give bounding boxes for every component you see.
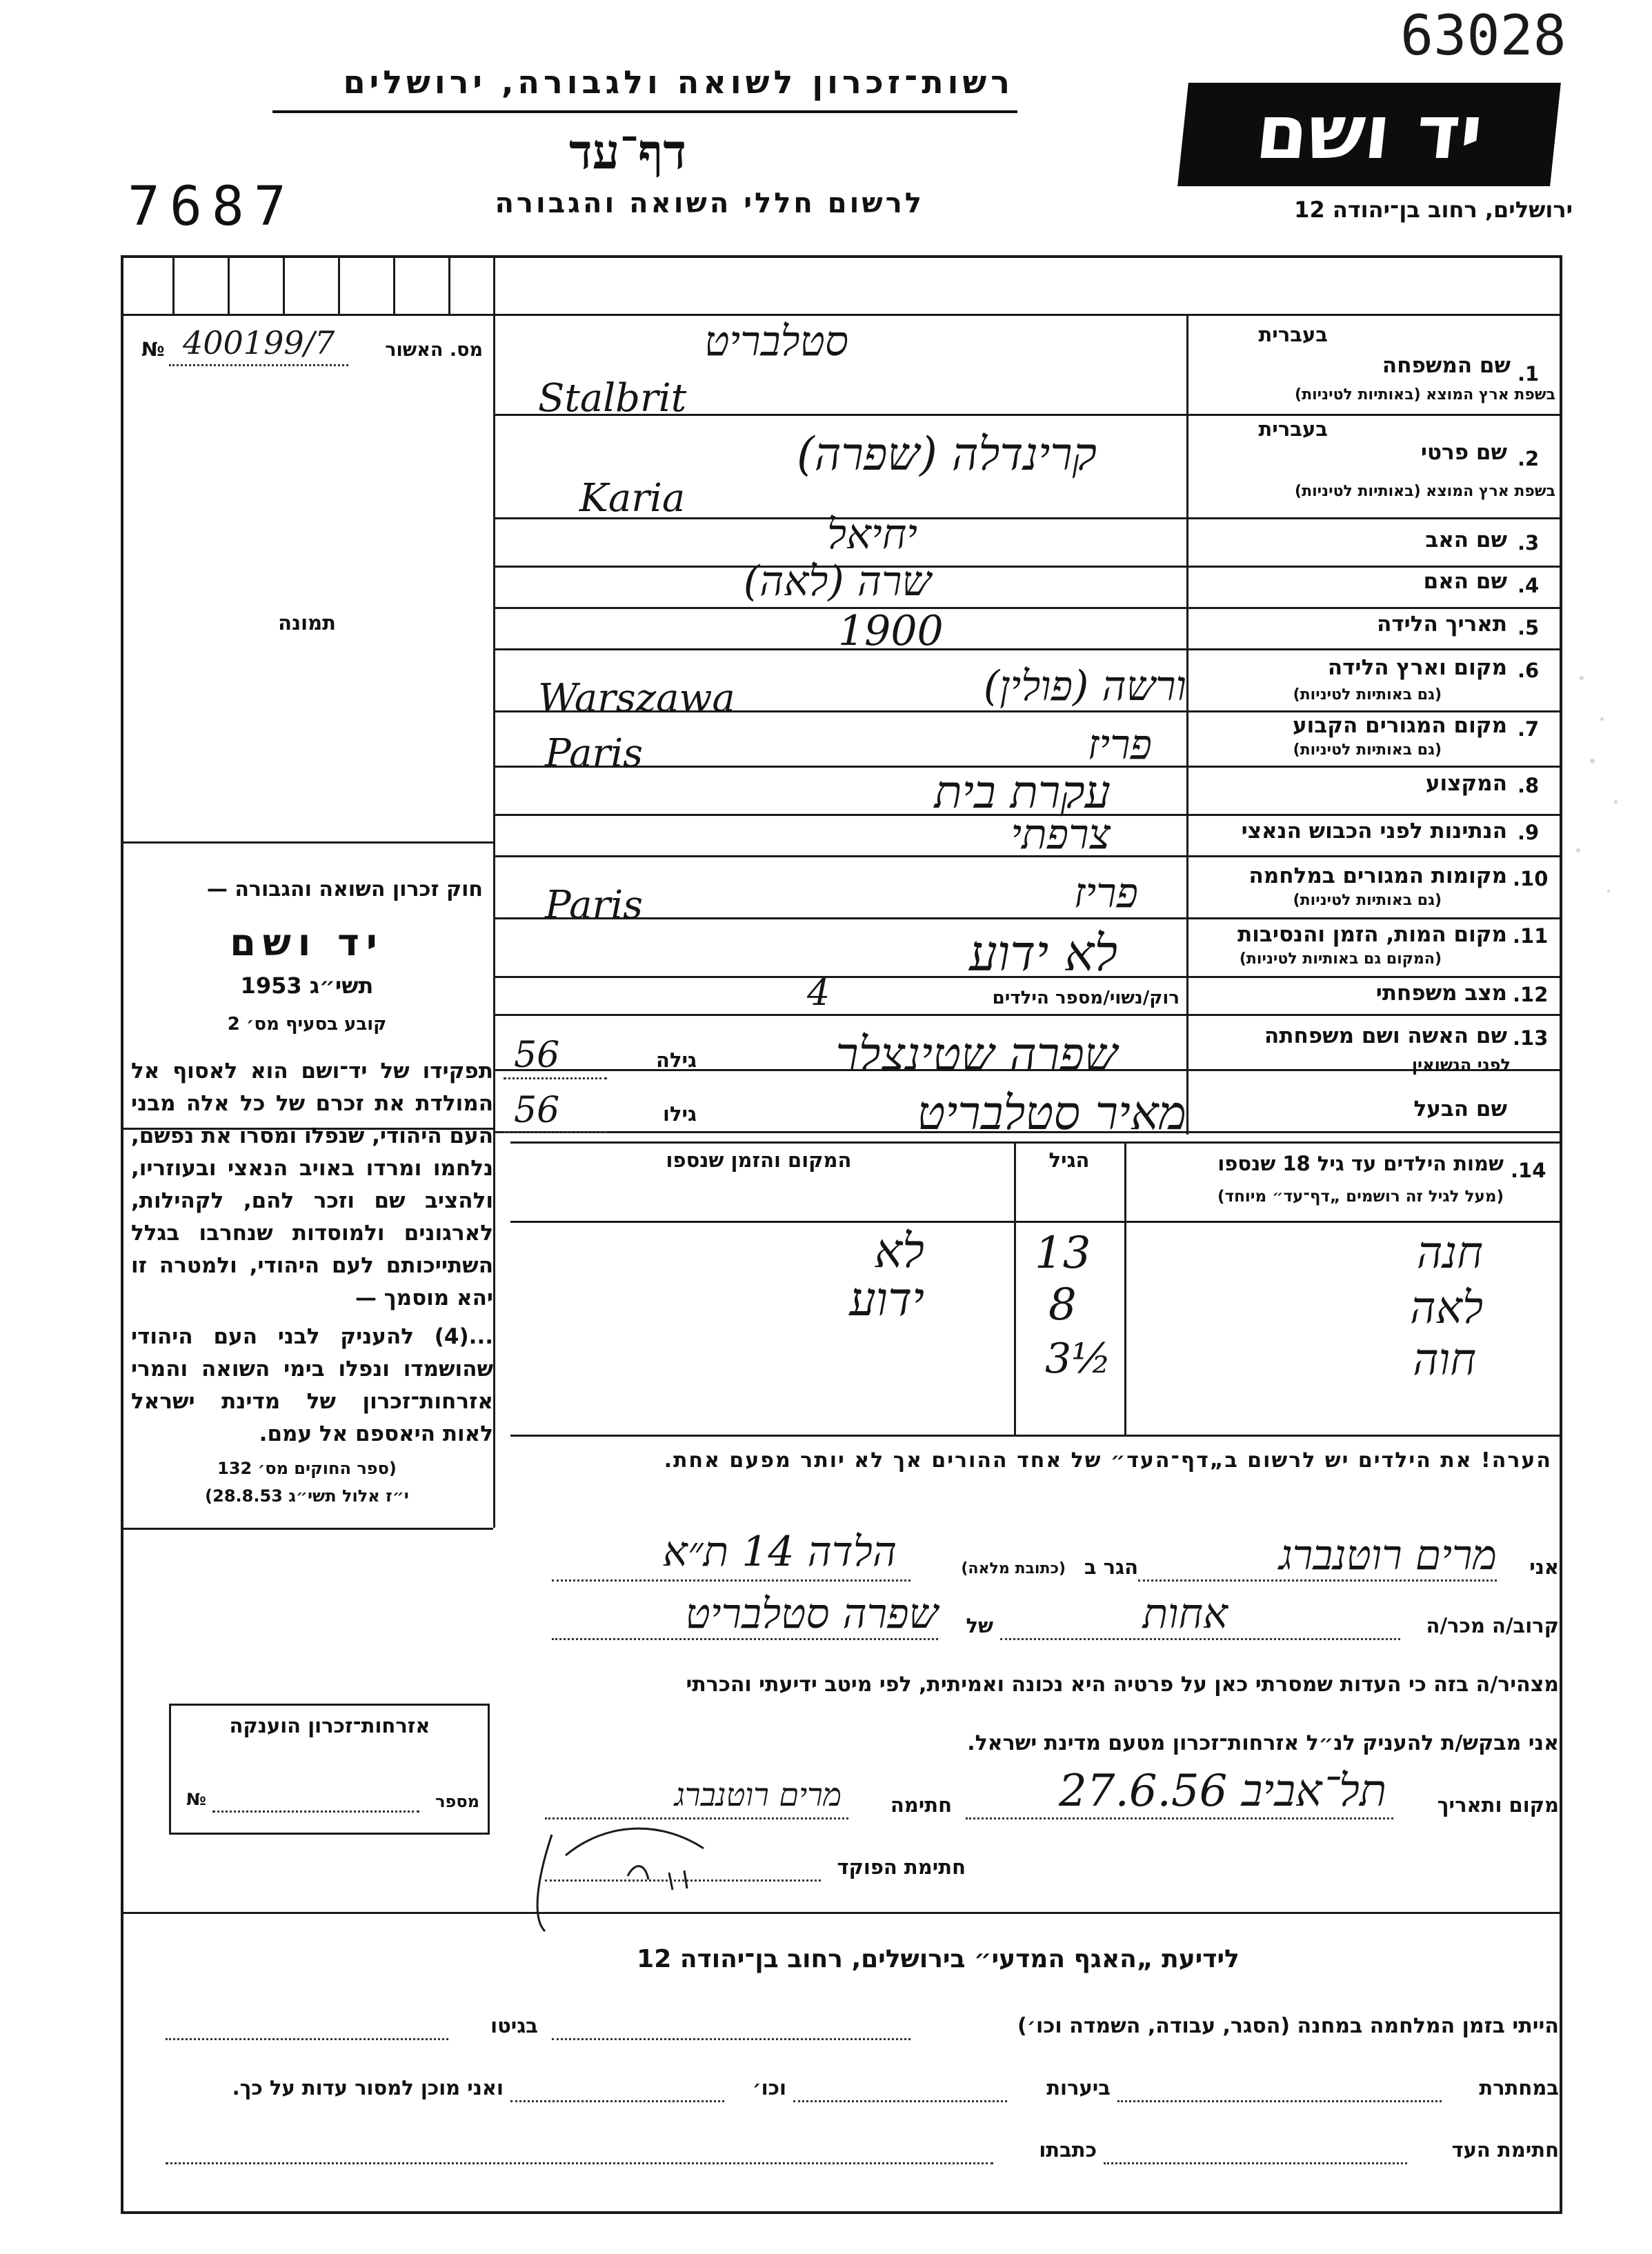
f13-husband-age: 56 (514, 1090, 560, 1131)
decl-of-label: של (966, 1614, 993, 1637)
children-title-sub: (מעל לגיל זה רושמים „דף־עד״ מיוחד) (1217, 1188, 1504, 1206)
officer-signature-label: חתימת הפוקד (837, 1855, 966, 1879)
child-1-age: 13 (1035, 1228, 1091, 1279)
f9-handwritten: צרפתי (1011, 810, 1111, 859)
child-1-name: חנה (1416, 1228, 1483, 1279)
children-place-header: המקום והזמן שנספו (666, 1148, 852, 1172)
f13-husband-age-label: גילו (663, 1102, 697, 1126)
f7-handwritten-hebrew: פריז (1087, 721, 1152, 769)
decl-place-date-label: מקום ותאריך (1437, 1793, 1559, 1817)
f8-label: המקצוע (1425, 771, 1507, 796)
f2-handwritten-hebrew: קרינדלה (שפרה) (797, 428, 1097, 481)
info-title: לידיעת „האגף המדעי״ בירושלים, רחוב בן־יהודה 12 (637, 1945, 1240, 1973)
yad-vashem-logo (1177, 83, 1561, 186)
f1-handwritten-hebrew: סטלבריט (704, 317, 848, 366)
info-line1: הייתי בזמן המלחמה במחנה (הסגר, עבודה, השמדה וכו׳) (1017, 2014, 1559, 2038)
f5-number: 5. (1517, 616, 1540, 639)
decl-resides-label: הגר ב (1084, 1555, 1138, 1579)
f10-number: 10. (1513, 867, 1549, 890)
decl-request: אני מבקש/ת להעניק לנ״ל אזרחות־זכרון מטעם מדינת ישראל. (967, 1731, 1559, 1755)
f5-handwritten: 1900 (838, 607, 944, 655)
f2-label: שם פרטי (1420, 440, 1507, 465)
f13-husband-handwritten: מאיר סטלבריט (917, 1086, 1186, 1141)
f2-handwritten-latin: Karia (579, 476, 686, 521)
f5-label: תאריך הלידה (1377, 612, 1507, 637)
f10-sub: (גם באותיות לטיניות) (1293, 892, 1442, 909)
f10-label: מקומות המגורים במלחמה (1248, 864, 1507, 888)
f13-number: 13. (1513, 1026, 1549, 1050)
f11-label: מקום המות, הזמן והנסיבות (1237, 922, 1507, 947)
f2-number: 2. (1517, 447, 1540, 470)
f1-hebrew-tag: בעברית (1258, 323, 1328, 346)
children-age-header: הגיל (1048, 1148, 1090, 1172)
f11-number: 11. (1513, 924, 1549, 948)
decl-address-label: (כתובת מלאה) (961, 1560, 1066, 1577)
witness-address-label: כתבתו (1039, 2138, 1097, 2162)
f12-label: מצב משפחתי (1375, 981, 1507, 1006)
child-2-name: לאה (1410, 1283, 1483, 1334)
f6-number: 6. (1517, 659, 1540, 682)
f13-wife-handwritten: שפרה שטינצלר (835, 1028, 1117, 1082)
child-3-name: חוה (1413, 1335, 1476, 1386)
children-title: שמות הילדים עד גיל 18 שנספו (1217, 1152, 1504, 1175)
child-3-age: 3½ (1045, 1335, 1112, 1383)
f9-number: 9. (1517, 821, 1540, 844)
law-ref-1: (ספר החוקים מס׳ 132 (217, 1459, 397, 1478)
decl-place-date-handwritten: תל־אביב 27.6.56 (1059, 1766, 1386, 1817)
f4-label: שם האם (1423, 569, 1507, 594)
decl-signature-handwritten: מרים רוטנברג (674, 1776, 842, 1813)
law-text: תפקידו של יד־ושם הוא לאסוף אל המולדת את זכרם של כל אלה מבני העם היהודי, שנפלו ומסרו את נפשם, נלחמו ומרדו באויב הנאצי ובעוזריו, ולהציב שם וזכר להם, לקהילות, לארגונים ולמוסדות שנחרבו בגלל השתייכותם לעם היהודי, ולמטרה זו יהא מוסמך — (131, 1059, 493, 1310)
form-number: 7687 (128, 176, 296, 238)
f10-handwritten-hebrew: פריז (1073, 869, 1138, 917)
f12-form-text: רוק/נשוי/מספר הילדים (992, 988, 1180, 1008)
child-2-age: 8 (1048, 1279, 1077, 1330)
officer-signature-scribble (524, 1793, 745, 1945)
f11-handwritten: לא ידוע (969, 924, 1117, 982)
decl-name-handwritten: מרים רוטנברג (1278, 1531, 1497, 1579)
info-forests: ביערות (1046, 2076, 1111, 2100)
f11-sub: (המקום גם באותיות לטיניות) (1239, 950, 1442, 968)
decl-signature-label: חתימה (890, 1793, 952, 1817)
decl-statement: מצהיר/ה בזה כי העדות שמסרתי כאן על פרטיה היא נכונה ואמיתית, לפי מיטב ידיעתי והכרתי (686, 1673, 1559, 1697)
f7-handwritten-latin: Paris (545, 731, 643, 776)
f1-label: שם המשפחה (1382, 353, 1511, 378)
f7-label: מקום המגורים הקבוע (1293, 713, 1507, 738)
f1-number: 1. (1517, 362, 1540, 386)
f3-number: 3. (1517, 531, 1540, 555)
decl-of-handwritten: שפרה סטלבריט (685, 1590, 938, 1638)
info-etc: וכו׳ (752, 2076, 786, 2100)
f12-handwritten: 4 (807, 973, 830, 1014)
decl-relation-label: קרוב/ה מכר/ה (1426, 1614, 1559, 1637)
f9-label: הנתינות לפני הכבוש הנאצי (1241, 819, 1507, 844)
info-ready-testify: ואני מוכן למסור עדות על כך. (232, 2076, 504, 2100)
info-underground: במחתרת (1479, 2076, 1559, 2100)
f12-number: 12. (1513, 983, 1549, 1006)
photo-label: תמונה (278, 611, 336, 635)
law-ref-2: י״ז אלול תשי״ג 28.8.53) (205, 1486, 409, 1506)
f13-sub: לפני הנשואין (1411, 1055, 1511, 1075)
f6-label: מקום וארץ הלידה (1327, 655, 1507, 680)
citizenship-box (169, 1704, 490, 1835)
decl-relation-handwritten: אחות (1142, 1590, 1228, 1638)
address: ירושלים, רחוב בן־יהודה 12 (1294, 197, 1573, 223)
f7-sub: (גם באותיות לטיניות) (1293, 741, 1442, 759)
citizenship-title: אזרחות־זכרון הוענקה (229, 1714, 430, 1737)
approval-no-sign: № (141, 338, 165, 361)
f3-label: שם האב (1425, 528, 1507, 552)
law-title: חוק זכרון השואה והגבורה — (206, 877, 483, 901)
info-line1-end: בגיטו (490, 2014, 538, 2037)
authority-title: רשות־זכרון לשואה ולגבורה, ירושלים (343, 63, 1014, 101)
f13-wife-age-label: גילה (656, 1048, 697, 1072)
child-1-place: לא (874, 1224, 924, 1279)
f1-sub: בשפת ארץ המוצא (באותיות לטיניות) (1295, 386, 1555, 403)
law-name: יד ושם (230, 921, 384, 964)
f1-handwritten-latin: Stalbrit (538, 376, 687, 421)
f10-handwritten-latin: Paris (545, 883, 643, 928)
children-number: 14. (1511, 1159, 1546, 1182)
child-2-place: ידוע (849, 1273, 924, 1327)
form-title: דף־עד (568, 123, 686, 180)
logo-text: יד ושם (1252, 90, 1487, 176)
decl-address-handwritten: הלדה 14 ת״א (662, 1528, 897, 1576)
f6-sub: (גם באותיות לטיניות) (1293, 686, 1442, 704)
form-subtitle: לרשום חללי השואה והגבורה (495, 188, 924, 219)
f13-husband-label: שם הבעל (1413, 1097, 1507, 1121)
law-year: תשי״ג 1953 (240, 973, 374, 999)
f2-hebrew-tag: בעברית (1258, 417, 1328, 441)
citizenship-number-label: מספר (435, 1792, 479, 1811)
f3-handwritten: יחיאל (826, 510, 917, 559)
f7-number: 7. (1517, 717, 1540, 741)
witness-signature-label: חתימת העד (1451, 2138, 1559, 2162)
f6-handwritten-latin: Warszawa (538, 676, 735, 721)
f4-number: 4. (1517, 574, 1540, 597)
citizenship-no-sign: № (186, 1790, 206, 1809)
authority-rule (272, 110, 1017, 113)
f13-wife-age: 56 (514, 1035, 560, 1076)
decl-i-label: אני (1529, 1555, 1559, 1579)
archive-number: 63028 (1400, 3, 1566, 68)
f6-handwritten-hebrew: ורשה (פולין) (983, 662, 1186, 710)
f8-handwritten: עקרת בית (934, 766, 1111, 819)
approval-label: מס. האשור (385, 339, 483, 361)
f2-sub: בשפת ארץ המוצא (באותיות לטיניות) (1295, 483, 1555, 500)
law-section: קובע בסעיף מס׳ 2 (227, 1014, 387, 1035)
children-note: הערה! את הילדים יש לרשום ב„דף־העד״ של אחד ההורים אך לא יותר מפעם אחת. (664, 1448, 1552, 1473)
approval-number-value: 400199/7 (183, 324, 335, 361)
f8-number: 8. (1517, 774, 1540, 797)
f13-label: שם האשה ושם משפחתה (1264, 1024, 1507, 1048)
f4-handwritten: שרה (לאה) (743, 557, 931, 606)
law-clause: ...(4) להעניק לבני העם היהודי שהושמדו ונפלו בימי השואה והמרי אזרחות־זכרון של מדינת ישראל לאות היאספם אל עמם. (131, 1324, 493, 1446)
